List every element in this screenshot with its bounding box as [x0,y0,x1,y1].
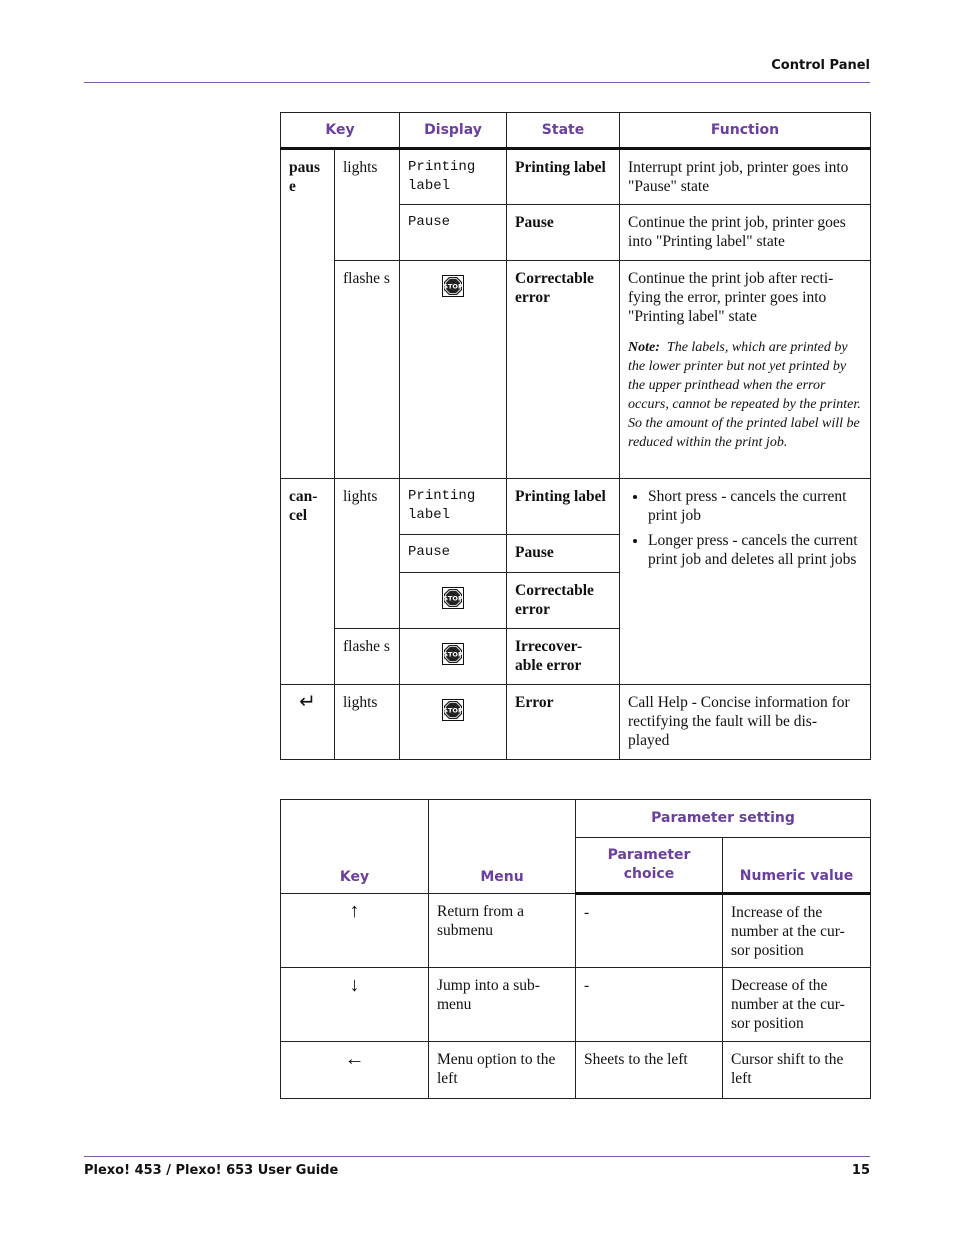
key-pause: paus e [281,149,335,479]
stop-icon-cell [400,261,507,479]
choice-cell: Sheets to the left [576,1042,723,1099]
table-row [281,894,871,968]
state-cell: Pause [507,535,620,573]
menu-cell: Jump into a sub- menu [429,968,576,1042]
col-header-key: Key [281,800,429,894]
led-state: lights [335,685,400,760]
note-text: The labels, which are printed by the lower printer but not yet printed by the upper printhead when the error occurs, cannot be repeated by the printer. So the amount of the printed label will be reduced within the print job. [628,340,861,450]
numeric-cell: Cursor shift to the left [723,1042,871,1099]
note [628,338,862,452]
state-cell: Printing label [507,149,620,205]
stop-icon [442,275,464,297]
stop-icon-cell [400,629,507,685]
table-row [281,685,871,760]
col-header-key: Key [281,113,400,149]
display-text: Pause [400,205,507,261]
numeric-cell: Decrease of the number at the cur- sor position [723,968,871,1042]
left-arrow-icon: ← [281,1042,429,1099]
table-row [281,149,871,205]
display-text: Printing label [400,149,507,205]
cancel-bullets [628,487,862,569]
function-cell: Interrupt print job, printer goes into "Pause" state [620,149,871,205]
display-text: Printing label [400,479,507,535]
bullet-item: • Longer press - cancels the current print job and deletes all print jobs [648,531,862,569]
header-rule [84,82,870,83]
state-cell: Correctable error [507,261,620,479]
menu-cell: Return from a submenu [429,894,576,968]
function-cell [620,479,871,685]
up-arrow-icon: ↑ [281,894,429,968]
state-cell: Irrecover- able error [507,629,620,685]
footer-rule [84,1156,870,1157]
col-header-menu: Menu [429,800,576,894]
menu-cell: Menu option to the left [429,1042,576,1099]
led-state: lights [335,149,400,261]
note-label: Note: [628,340,660,355]
state-cell: Correctable error [507,573,620,629]
function-cell [620,261,871,479]
navigation-key-table [280,799,871,1099]
display-text: Pause [400,535,507,573]
down-arrow-icon: ↓ [281,968,429,1042]
led-state: lights [335,479,400,629]
col-header-display: Display [400,113,507,149]
function-cell: Continue the print job, printer goes into "Printing label" state [620,205,871,261]
stop-icon [442,643,464,665]
stop-icon-cell [400,573,507,629]
footer-title: Plexo! 453 / Plexo! 653 User Guide [84,1163,339,1178]
key-function-table [280,112,871,760]
table-row [281,479,871,535]
state-cell: Error [507,685,620,760]
table-row [281,261,871,479]
choice-cell: - [576,894,723,968]
page-number: 15 [851,1163,870,1178]
function-text: Continue the print job after recti- fying the error, printer goes into "Printing label" state [628,270,834,325]
stop-icon-cell [400,685,507,760]
key-cancel: can- cel [281,479,335,685]
state-cell: Pause [507,205,620,261]
col-header-parameter-setting: Parameter setting [576,800,871,838]
col-header-numeric-value: Numeric value [723,838,871,894]
enter-key-icon: ↵ [281,685,335,760]
function-cell: Call Help - Concise information for rectifying the fault will be dis- played [620,685,871,760]
stop-icon [442,587,464,609]
bullet-item: • Short press - cancels the current print job [648,487,862,525]
state-cell: Printing label [507,479,620,535]
led-state: flashe s [335,261,400,479]
col-header-parameter-choice: Parameter choice [576,838,723,894]
table-row [281,1042,871,1099]
col-header-state: State [507,113,620,149]
table-row [281,968,871,1042]
led-state: flashe s [335,629,400,685]
col-header-function: Function [620,113,871,149]
choice-cell: - [576,968,723,1042]
stop-icon [442,699,464,721]
running-header: Control Panel [771,58,870,73]
numeric-cell: Increase of the number at the cur- sor position [723,894,871,968]
